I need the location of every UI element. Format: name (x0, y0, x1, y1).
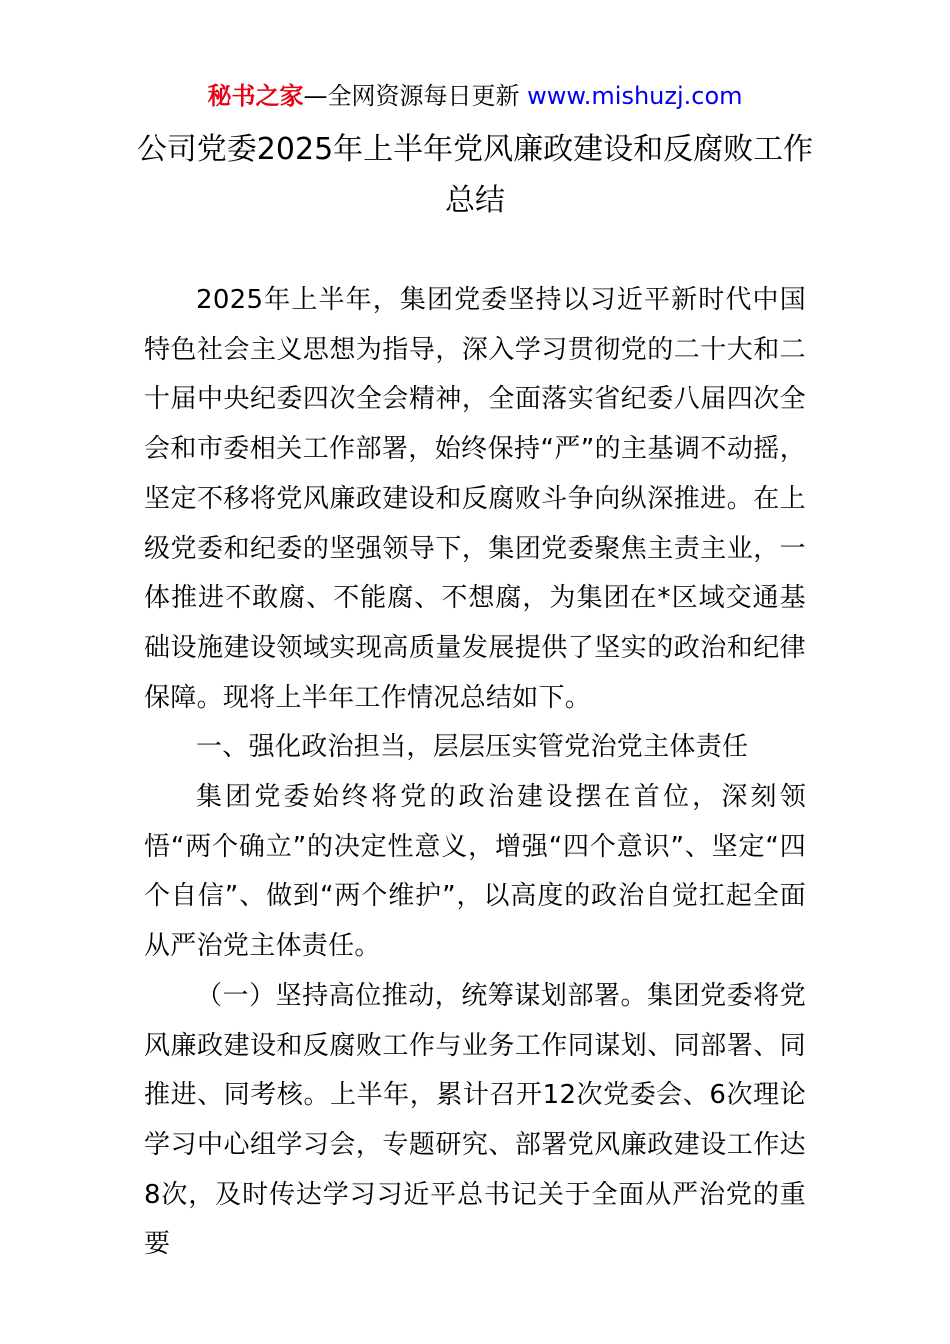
document-title: 公司党委2025年上半年党风廉政建设和反腐败工作总结 (136, 132, 814, 218)
section-1-paragraph: 集团党委始终将党的政治建设摆在首位，深刻领悟“两个确立”的决定性意义，增强“四个意识”、坚定“四个自信”、做到“两个维护”，以高度的政治自觉扛起全面从严治党主体责任。 (144, 782, 806, 962)
site-brand: 秘书之家 (207, 82, 304, 110)
section-heading-1: 一、强化政治担当，层层压实管党治党主体责任 (196, 732, 749, 763)
intro-paragraph: 2025年上半年，集团党委坚持以习近平新时代中国特色社会主义思想为指导，深入学习贯彻党的二十大和二十届中央纪委四次全会精神，全面落实省纪委八届四次全会和市委相关工作部署，始终保持“严”的主基调不动摇，坚定不移将党风廉政建设和反腐败斗争向纵深推进。在上级党委和纪委的坚强领导下，集团党委聚焦主责主业，一体推进不敢腐、不能腐、不想腐，为集团在*区域交通基础设施建设领域实现高质量发展提供了坚实的政治和纪律保障。现将上半年工作情况总结如下。 (144, 285, 806, 713)
site-tagline: —全网资源每日更新 (303, 82, 528, 110)
site-header (0, 80, 950, 112)
subsection-1-paragraph: （一）坚持高位推动，统筹谋划部署。集团党委将党风廉政建设和反腐败工作与业务工作同谋划、同部署、同推进、同考核。上半年，累计召开12次党委会、6次理论学习中心组学习会，专题研究、部署党风廉政建设工作达8次，及时传达学习习近平总书记关于全面从严治党的重要 (144, 980, 806, 1260)
document-body (144, 276, 806, 1270)
site-url[interactable]: www.mishuzj.com (527, 82, 743, 110)
